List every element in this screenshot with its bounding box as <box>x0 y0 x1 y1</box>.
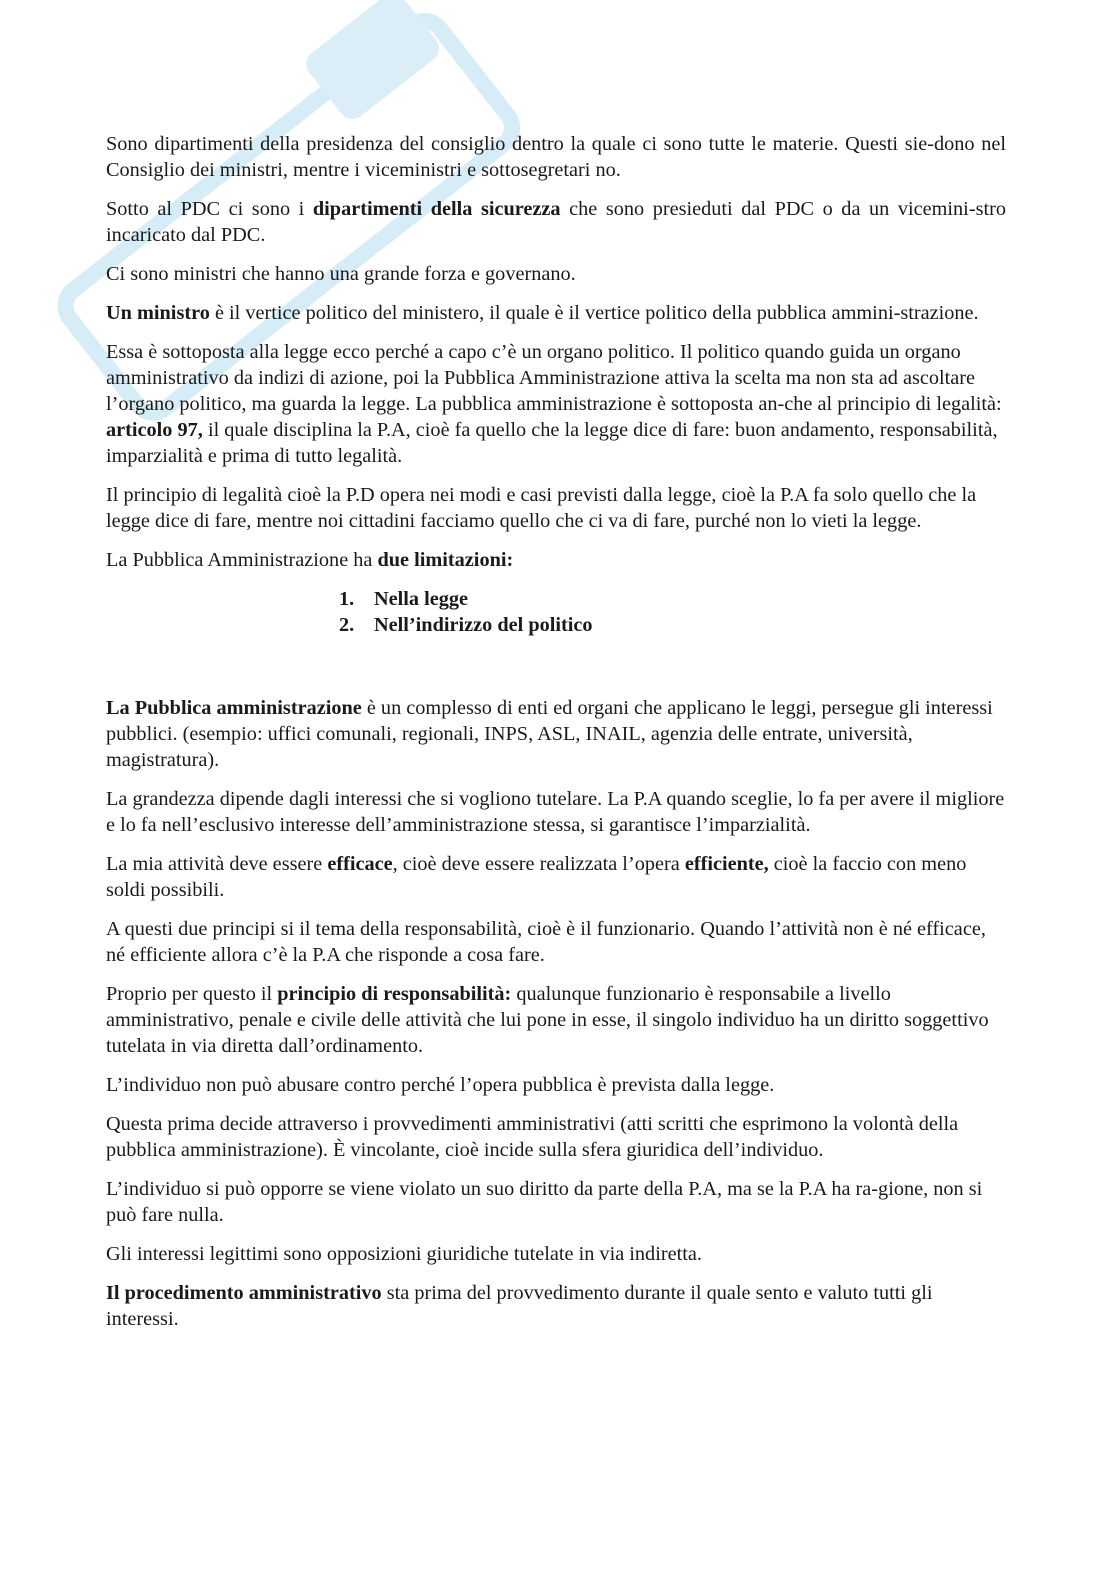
paragraph <box>106 916 1006 968</box>
text-run: Gli interessi legittimi sono opposizioni giuridiche tutelate in via indiretta. <box>106 1243 702 1265</box>
paragraph <box>106 1072 1006 1098</box>
text-run: cioè la faccio con meno soldi possibili. <box>106 853 967 901</box>
paragraph <box>106 695 1006 773</box>
bold-text: La Pubblica amministrazione <box>106 697 362 719</box>
text-run: La Pubblica Amministrazione ha <box>106 549 378 571</box>
text-run: sta prima del provvedimento durante il quale sento e valuto tutti gli interessi. <box>106 1282 933 1330</box>
section-ministers <box>106 131 1006 573</box>
limitations-list <box>339 586 1116 638</box>
paragraph <box>106 339 1006 469</box>
text-run: L’individuo non può abusare contro perché l’opera pubblica è prevista dalla legge. <box>106 1074 775 1096</box>
list-item <box>339 612 1116 638</box>
list-item-number: 1. <box>339 588 355 610</box>
text-run: Questa prima decide attraverso i provvedimenti amministrativi (atti scritti che esprimono la volontà della pubblica amministrazione). È vincolante, cioè incide sulla sfera giuridica dell’individuo. <box>106 1113 959 1161</box>
list-item-label: Nella legge <box>374 588 469 610</box>
paragraph <box>106 1280 1006 1332</box>
text-run: La mia attività deve essere <box>106 853 328 875</box>
text-run: Il principio di legalità cioè la P.D opera nei modi e casi previsti dalla legge, cioè la P.A fa solo quello che la legge dice di fare, mentre noi cittadini facciamo quello che ci va di fare, purché non lo vieti la legge. <box>106 484 977 532</box>
paragraph <box>106 786 1006 838</box>
spacer <box>106 638 1006 695</box>
text-run: qualunque funzionario è responsabile a livello amministrativo, penale e civile delle attività che lui pone in esse, il singolo individuo ha un diritto soggettivo tutelata in via diretta dall’ordinamento. <box>106 983 989 1057</box>
text-run: il quale disciplina la P.A, cioè fa quello che la legge dice di fare: buon andamento, responsabilità, imparzialità e prima di tutto legalità. <box>106 419 998 467</box>
paragraph <box>106 1111 1006 1163</box>
paragraph <box>106 547 1006 573</box>
bold-text: articolo 97, <box>106 419 203 441</box>
paragraph <box>106 1176 1006 1228</box>
paragraph <box>106 300 1006 326</box>
text-run: Proprio per questo il <box>106 983 278 1005</box>
text-run: A questi due principi si il tema della responsabilità, cioè è il funzionario. Quando l’attività non è né efficace, né efficiente allora c’è la P.A che risponde a cosa fare. <box>106 918 986 966</box>
section-public-administration <box>106 695 1006 1332</box>
bold-text: Un ministro <box>106 302 210 324</box>
list-item-label: Nell’indirizzo del politico <box>374 614 593 636</box>
bold-text: efficace <box>327 853 393 875</box>
bold-text: principio di responsabilità: <box>277 983 512 1005</box>
text-run: che sono presieduti dal PDC o da un vicemini-stro incaricato dal PDC. <box>106 198 1006 246</box>
list-item <box>339 586 1116 612</box>
text-run: , cioè deve essere realizzata l’opera <box>392 853 685 875</box>
text-run: L’individuo si può opporre se viene violato un suo diritto da parte della P.A, ma se la P.A ha ra-gione, non si può fare nulla. <box>106 1178 983 1226</box>
paragraph <box>106 261 1006 287</box>
text-run: è il vertice politico del ministero, il quale è il vertice politico della pubblica ammini-strazione. <box>209 302 979 324</box>
paragraph <box>106 482 1006 534</box>
bold-text: Il procedimento amministrativo <box>106 1282 382 1304</box>
text-run: è un complesso di enti ed organi che applicano le leggi, persegue gli interessi pubblici. (esempio: uffici comunali, regionali, INPS, ASL, INAIL, agenzia delle entrate, università, magistratura). <box>106 697 993 771</box>
paragraph <box>106 1241 1006 1267</box>
paragraph <box>106 131 1006 183</box>
bold-text: dipartimenti della sicurezza <box>312 198 561 220</box>
paragraph <box>106 981 1006 1059</box>
bold-text: due limitazioni: <box>377 549 514 571</box>
text-run: La grandezza dipende dagli interessi che si vogliono tutelare. La P.A quando sceglie, lo fa per avere il migliore e lo fa nell’esclusivo interesse dell’amministrazione stessa, si garantisce l’imparzialità. <box>106 788 1005 836</box>
text-run: Ci sono ministri che hanno una grande forza e governano. <box>106 263 576 285</box>
paragraph <box>106 851 1006 903</box>
list-item-number: 2. <box>339 614 355 636</box>
document-page <box>106 131 1006 1345</box>
text-run: Sono dipartimenti della presidenza del consiglio dentro la quale ci sono tutte le materie. Questi sie-dono nel Consiglio dei ministri, mentre i viceministri e sottosegretari no. <box>106 133 1006 181</box>
text-run: Sotto al PDC ci sono i <box>106 198 313 220</box>
bold-text: efficiente, <box>684 853 769 875</box>
paragraph <box>106 196 1006 248</box>
text-run: Essa è sottoposta alla legge ecco perché a capo c’è un organo politico. Il politico quando guida un organo amministrativo da indizi di azione, poi la Pubblica Amministrazione attiva la scelta ma non sta ad ascoltare l’organo politico, ma guarda la legge. La pubblica amministrazione è sottoposta an-che al principio di legalità: <box>106 341 1002 415</box>
